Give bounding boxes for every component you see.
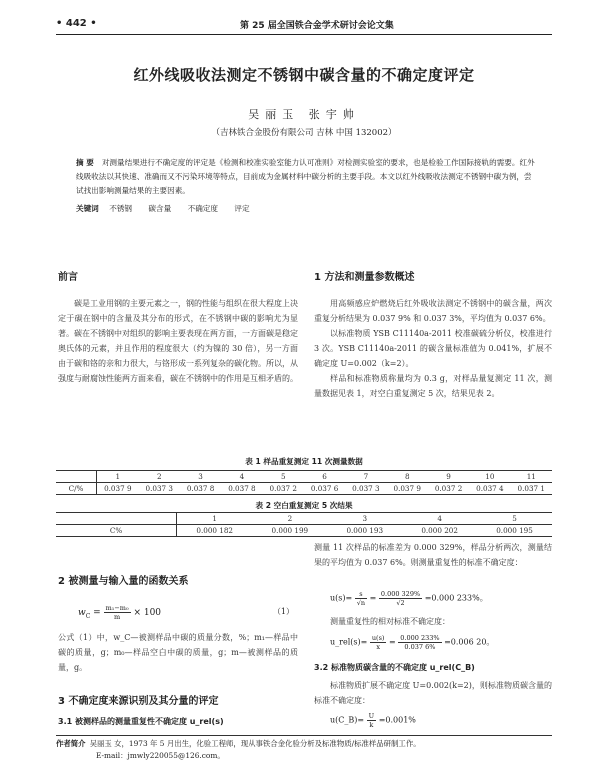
keywords bbox=[76, 203, 536, 214]
u-s-mid-den: √2 bbox=[396, 599, 405, 607]
table2-cell: 0.000 182 bbox=[196, 526, 233, 535]
page-number: • 442 • bbox=[56, 18, 97, 29]
author-note-text: 吴丽玉 女，1973 年 5 月出生，化验工程师，现从事铁合金化验分析及标准物质/标准样品研制工作。 bbox=[89, 739, 421, 748]
intro-heading: 前言 bbox=[58, 272, 78, 283]
table1-cell: 0.037 9 bbox=[393, 484, 421, 493]
u-s-den: √n bbox=[356, 599, 366, 607]
table1-header-cell: 3 bbox=[180, 471, 221, 483]
abstract bbox=[76, 156, 536, 198]
table2-cell: 0.000 202 bbox=[421, 526, 458, 535]
ucb-fraction bbox=[367, 712, 376, 729]
intro-paragraph: 碳是工业用钢的主要元素之一，钢的性能与组织在很大程度上决定于碳在钢中的含量及其分布的形式，在不锈钢中碳的影响尤为显著。碳在不锈钢中对组织的影响主要表现在两方面，一方面碳是稳定奥氏体的元素，并且作用的程度很大（约为镍的 30 倍），另一方面由于碳和铬的亲和力很大，与铬形成一系列复杂的碳化物。所以，从强度与耐腐蚀性能两方面来看，碳在不锈钢中的作用是互相矛盾的。 bbox=[58, 299, 298, 383]
formula-u-s: u(s)= $\frac{s}{√n}$ = $\frac{0.000 329\%}{√2}$ =0.000 233%。 bbox=[330, 590, 488, 607]
footnote-rule bbox=[56, 735, 552, 736]
paper-title: 红外线吸收法测定不锈钢中碳含量的不确定度评定 bbox=[133, 66, 475, 84]
relative-text: 测量重复性的相对标准不确定度： bbox=[330, 617, 450, 626]
formula-1: $w_C$ = $\frac{\text{m₁−m₀}}{m}$ × 100 （1） bbox=[78, 604, 294, 621]
table1-header-cell: 4 bbox=[221, 471, 262, 483]
u-s-num: s bbox=[355, 590, 367, 599]
function-desc-text: 公式（1）中，w_C—被测样品中碳的质量分数，%；m₁—样品中碳的质量，g；m₀—样品空白中碳的质量，g；m—被测样品的质量，g。 bbox=[58, 633, 298, 672]
method-paragraph: 用高频感应炉燃烧后红外吸收法测定不锈钢中的碳含量，两次重复分析结果为 0.037 9% 和 0.037 3%，平均值为 0.037 6%。 bbox=[314, 299, 552, 323]
method-text bbox=[314, 296, 552, 401]
table1-cell: 0.037 2 bbox=[434, 484, 463, 493]
repeatability-text bbox=[314, 540, 552, 570]
ucb-result: =0.001% bbox=[378, 715, 416, 725]
u-s-fraction bbox=[355, 590, 367, 607]
table1-cell: 0.037 8 bbox=[186, 484, 215, 493]
formula-number: （1） bbox=[272, 607, 294, 616]
table1-caption: 表 1 样品重复测定 11 次测量数据 bbox=[245, 457, 363, 466]
formula-denominator: m bbox=[113, 613, 121, 621]
urel-fraction bbox=[370, 634, 387, 651]
table1-header-cell: 9 bbox=[428, 471, 469, 483]
u-s-result: =0.000 233%。 bbox=[424, 593, 488, 603]
subsection-3-2: 3.2 标准物质碳含量的不确定度 u_rel(C_B) bbox=[314, 663, 475, 672]
table1-header-cell: 1 bbox=[97, 471, 139, 483]
table1-cell: 0.037 3 bbox=[145, 484, 173, 493]
table1-cell: 0.037 1 bbox=[517, 484, 545, 493]
authors: 吴丽玉 张宇帅 bbox=[248, 108, 360, 121]
table2-cell: 0.000 193 bbox=[346, 526, 384, 535]
table2-cell: 0.000 199 bbox=[271, 526, 309, 535]
intro-text bbox=[58, 296, 298, 386]
u-s-mid-fraction bbox=[379, 590, 422, 607]
footnote bbox=[56, 738, 552, 762]
author-note bbox=[56, 738, 552, 750]
table2-cell: 0.000 195 bbox=[496, 526, 533, 535]
method-paragraph: 样品和标准物质称量均为 0.3 g，对样品量复测定 11 次，测量数据见表 1，对空白重复测定 5 次，结果见表 2。 bbox=[314, 374, 552, 398]
uncertainty-heading: 3 不确定度来源识别及其分量的评定 bbox=[58, 696, 219, 707]
table1 bbox=[56, 470, 552, 495]
u-s-lhs: u(s)= bbox=[330, 593, 353, 603]
affiliation: （吉林铁合金股份有限公司 吉林 中国 132002） bbox=[211, 128, 397, 138]
urel-mid-fraction bbox=[398, 634, 441, 651]
table1-cell: 0.037 2 bbox=[269, 484, 297, 493]
table1-cell: 0.037 9 bbox=[104, 484, 132, 493]
formula-lhs: w bbox=[78, 608, 86, 618]
table1-cell: 0.037 4 bbox=[476, 484, 504, 493]
table1-cell: 0.037 8 bbox=[228, 484, 256, 493]
table1-header-cell: 5 bbox=[263, 471, 304, 483]
ucb-lhs: u(C_B)= bbox=[330, 715, 365, 725]
method-paragraph: 以标准物质 YSB C11140a-2011 校准碳硫分析仪，校准进行 3 次。YSB C11140a-2011 的碳含量标准值为 0.041%，扩展不确定度 U=0.002（k=2）。 bbox=[314, 329, 552, 368]
table2-cell: C% bbox=[56, 525, 177, 537]
table1-header-cell: 11 bbox=[511, 471, 552, 483]
urel-lhs: u_rel(s)= bbox=[330, 637, 368, 647]
header-rule bbox=[56, 34, 552, 35]
method-heading: 1 方法和测量参数概述 bbox=[314, 272, 415, 283]
formula-sub: C bbox=[85, 612, 91, 620]
table2-caption: 表 2 空白重复测定 5 次结果 bbox=[255, 501, 353, 510]
abstract-label: 摘 要 bbox=[76, 158, 94, 167]
table2-header-cell: 4 bbox=[402, 513, 477, 525]
running-header: 第 25 届全国铁合金学术研讨会论文集 bbox=[240, 21, 394, 31]
keywords-label: 关键词 bbox=[76, 204, 99, 213]
table1-header-cell bbox=[56, 471, 97, 483]
ucb-num: U bbox=[368, 712, 375, 720]
urel-den: x bbox=[376, 643, 380, 651]
subsection-3-1: 3.1 被测样品的测量重复性不确定度 u_rel(s) bbox=[58, 717, 224, 726]
function-desc bbox=[58, 630, 298, 675]
table1-cell: C/% bbox=[56, 483, 97, 495]
function-heading: 2 被测量与输入量的函数关系 bbox=[58, 576, 189, 587]
table1-header-cell: 6 bbox=[304, 471, 345, 483]
formula-tail: × 100 bbox=[133, 608, 162, 618]
formula-numerator: m₁−m₀ bbox=[105, 604, 129, 612]
urel-mid-num: 0.000 233% bbox=[400, 634, 440, 642]
urel-result: =0.006 20。 bbox=[444, 637, 495, 647]
keyword: 不锈钢 bbox=[109, 204, 132, 213]
table1-header-cell: 2 bbox=[139, 471, 180, 483]
keyword: 评定 bbox=[234, 204, 250, 213]
repeatability-paragraph: 测量 11 次样品的标准差为 0.000 329%，样品分析两次，测量结果的平均值为 0.037 6%。则测量重复性的标准不确定度： bbox=[314, 543, 552, 567]
table1-header-cell: 8 bbox=[387, 471, 428, 483]
table2 bbox=[56, 512, 552, 537]
urel-num: u(s) bbox=[371, 634, 385, 642]
author-email: E-mail：jmwly220055@126.com。 bbox=[96, 751, 225, 760]
standard-text bbox=[314, 678, 552, 708]
table2-header-cell: 1 bbox=[177, 513, 253, 525]
formula-ucb bbox=[330, 712, 416, 729]
table2-header-cell: 5 bbox=[477, 513, 552, 525]
table1-cell: 0.037 3 bbox=[352, 484, 380, 493]
table1-cell: 0.037 6 bbox=[310, 484, 339, 493]
abstract-text: 对测量结果进行不确定度的评定是《检测和校准实验室能力认可准则》对检测实验室的要求，也是检验工作国际接轨的需要。红外线吸收法以其快速、准确而又不污染环境等特点，目前成为金属材料中碳分析的主要手段。本文以红外线吸收法测定不锈钢中碳为例，尝试找出影响测量结果的主要因素。 bbox=[76, 158, 535, 195]
formula-urel: u_rel(s)= $\frac{u(s)}{x}$ = $\frac{0.000 233\%}{0.037 6\%}$ =0.006 20。 bbox=[330, 634, 495, 651]
standard-paragraph: 标准物质扩展不确定度 U=0.002(k=2)，则标准物质碳含量的标准不确定度： bbox=[314, 681, 552, 705]
table1-header-cell: 10 bbox=[469, 471, 510, 483]
formula-fraction bbox=[104, 604, 131, 621]
table2-header-cell: 2 bbox=[252, 513, 327, 525]
table2-header-cell bbox=[56, 513, 177, 525]
ucb-den: k bbox=[369, 721, 374, 729]
urel-mid-den: 0.037 6% bbox=[404, 643, 436, 651]
u-s-mid-num: 0.000 329% bbox=[380, 590, 421, 598]
table1-header-cell: 7 bbox=[345, 471, 386, 483]
table2-header-cell: 3 bbox=[327, 513, 402, 525]
keyword: 碳含量 bbox=[148, 204, 172, 213]
keyword: 不确定度 bbox=[187, 204, 218, 213]
author-note-label: 作者简介 bbox=[56, 739, 86, 748]
